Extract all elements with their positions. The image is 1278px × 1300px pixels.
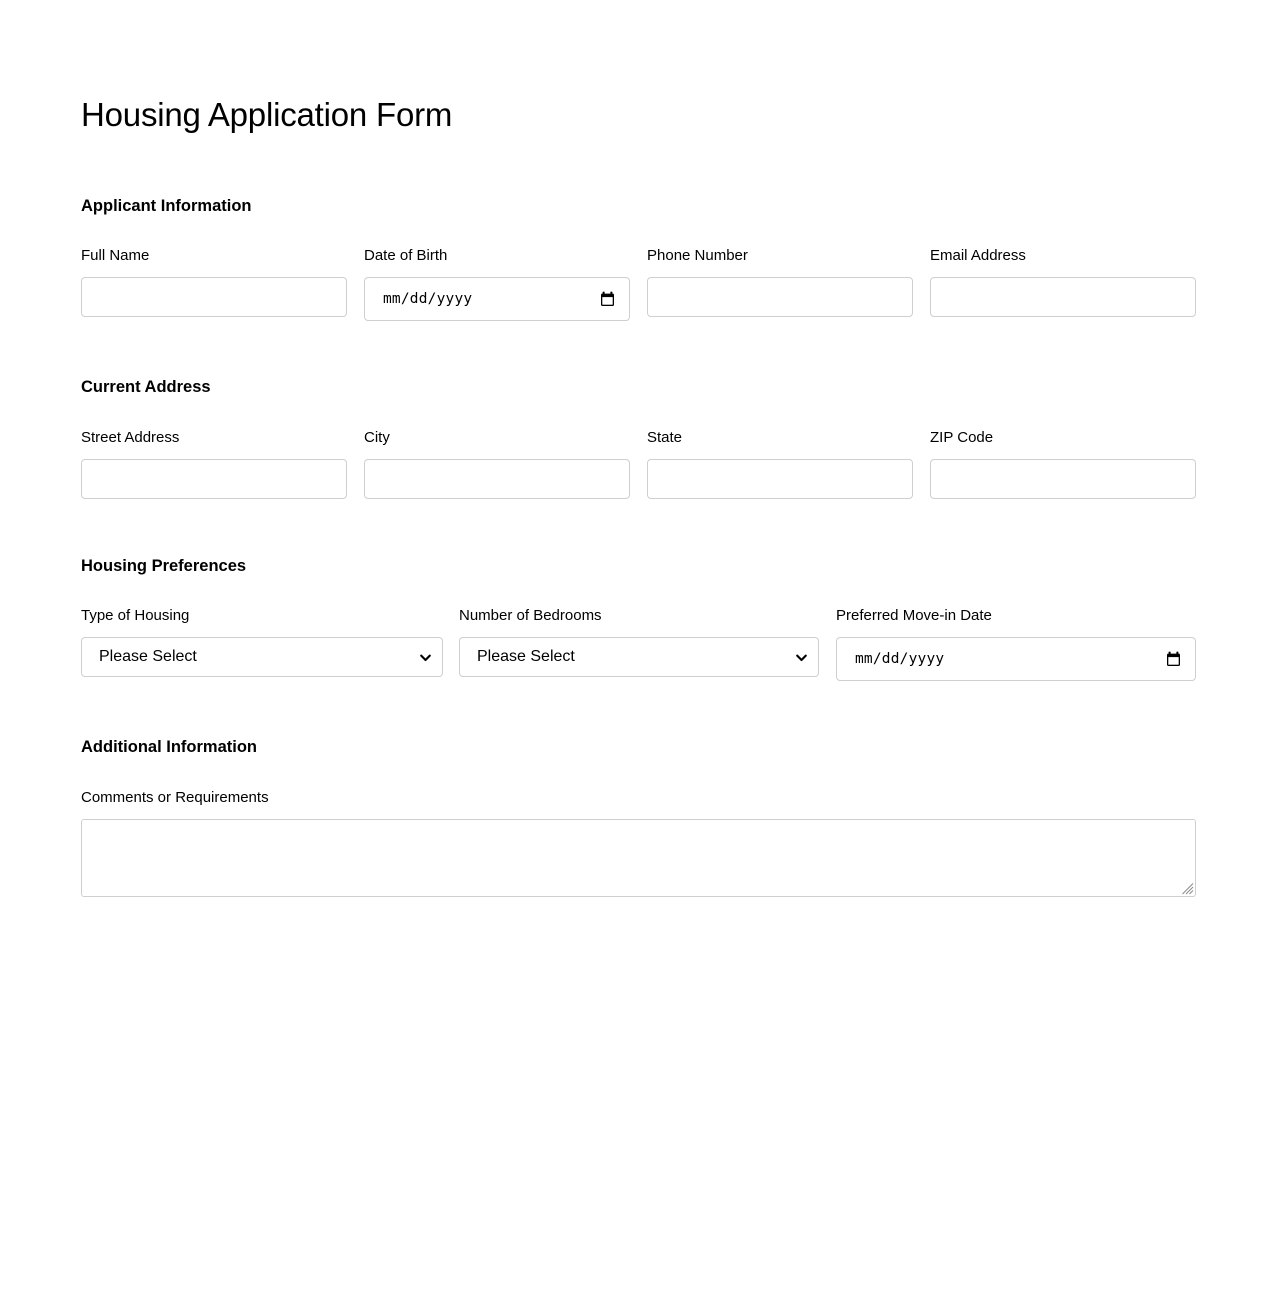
date-of-birth-placeholder: mm/dd/yyyy — [383, 291, 473, 308]
field-state — [647, 429, 913, 499]
chevron-down-icon[interactable] — [419, 651, 432, 664]
housing-type-select[interactable] — [81, 637, 443, 677]
section-housing-preferences — [81, 499, 1197, 682]
field-zip-code — [930, 429, 1196, 499]
label-street-address: Street Address — [81, 428, 180, 446]
chevron-down-icon[interactable] — [795, 651, 808, 664]
label-housing-type: Type of Housing — [81, 607, 190, 625]
section-heading-current-address: Current Address — [81, 378, 211, 397]
move-in-date-placeholder: mm/dd/yyyy — [855, 651, 945, 668]
section-heading-additional-information: Additional Information — [81, 738, 257, 757]
field-move-in-date — [836, 607, 1196, 681]
section-additional-information — [81, 681, 1197, 897]
applicant-fields-row — [81, 247, 1197, 321]
label-date-of-birth: Date of Birth — [364, 247, 448, 265]
section-applicant-information — [81, 135, 1197, 322]
city-input[interactable] — [364, 459, 630, 499]
calendar-icon[interactable] — [600, 291, 615, 307]
field-full-name — [81, 247, 347, 317]
resize-handle-icon[interactable] — [1181, 882, 1194, 895]
field-email-address — [930, 247, 1196, 317]
label-city: City — [364, 428, 390, 446]
field-date-of-birth — [364, 247, 630, 321]
address-fields-row — [81, 429, 1197, 499]
field-comments — [81, 789, 1196, 897]
phone-number-input[interactable] — [647, 277, 913, 317]
section-current-address — [81, 321, 1197, 499]
field-number-of-bedrooms — [459, 607, 819, 677]
label-full-name: Full Name — [81, 247, 150, 265]
label-number-of-bedrooms: Number of Bedrooms — [459, 607, 602, 625]
move-in-date-input[interactable] — [836, 637, 1196, 681]
additional-fields-row — [81, 789, 1197, 897]
field-city — [364, 429, 630, 499]
label-email-address: Email Address — [930, 247, 1026, 265]
comments-textarea[interactable] — [81, 819, 1196, 897]
label-move-in-date: Preferred Move-in Date — [836, 607, 992, 625]
preferences-fields-row — [81, 607, 1197, 681]
field-phone-number — [647, 247, 913, 317]
section-heading-applicant-information: Applicant Information — [81, 196, 252, 215]
field-street-address — [81, 429, 347, 499]
number-of-bedrooms-select[interactable] — [459, 637, 819, 677]
housing-type-selected-value: Please Select — [99, 648, 197, 666]
section-heading-housing-preferences: Housing Preferences — [81, 556, 247, 575]
page-title: Housing Application Form — [81, 96, 453, 133]
date-of-birth-input[interactable] — [364, 277, 630, 321]
street-address-input[interactable] — [81, 459, 347, 499]
label-comments: Comments or Requirements — [81, 789, 269, 807]
field-housing-type — [81, 607, 443, 677]
email-address-input[interactable] — [930, 277, 1196, 317]
label-phone-number: Phone Number — [647, 247, 748, 265]
label-zip-code: ZIP Code — [930, 428, 994, 446]
calendar-icon[interactable] — [1166, 651, 1181, 667]
number-of-bedrooms-selected-value: Please Select — [477, 648, 575, 666]
zip-code-input[interactable] — [930, 459, 1196, 499]
state-input[interactable] — [647, 459, 913, 499]
full-name-input[interactable] — [81, 277, 347, 317]
label-state: State — [647, 428, 683, 446]
